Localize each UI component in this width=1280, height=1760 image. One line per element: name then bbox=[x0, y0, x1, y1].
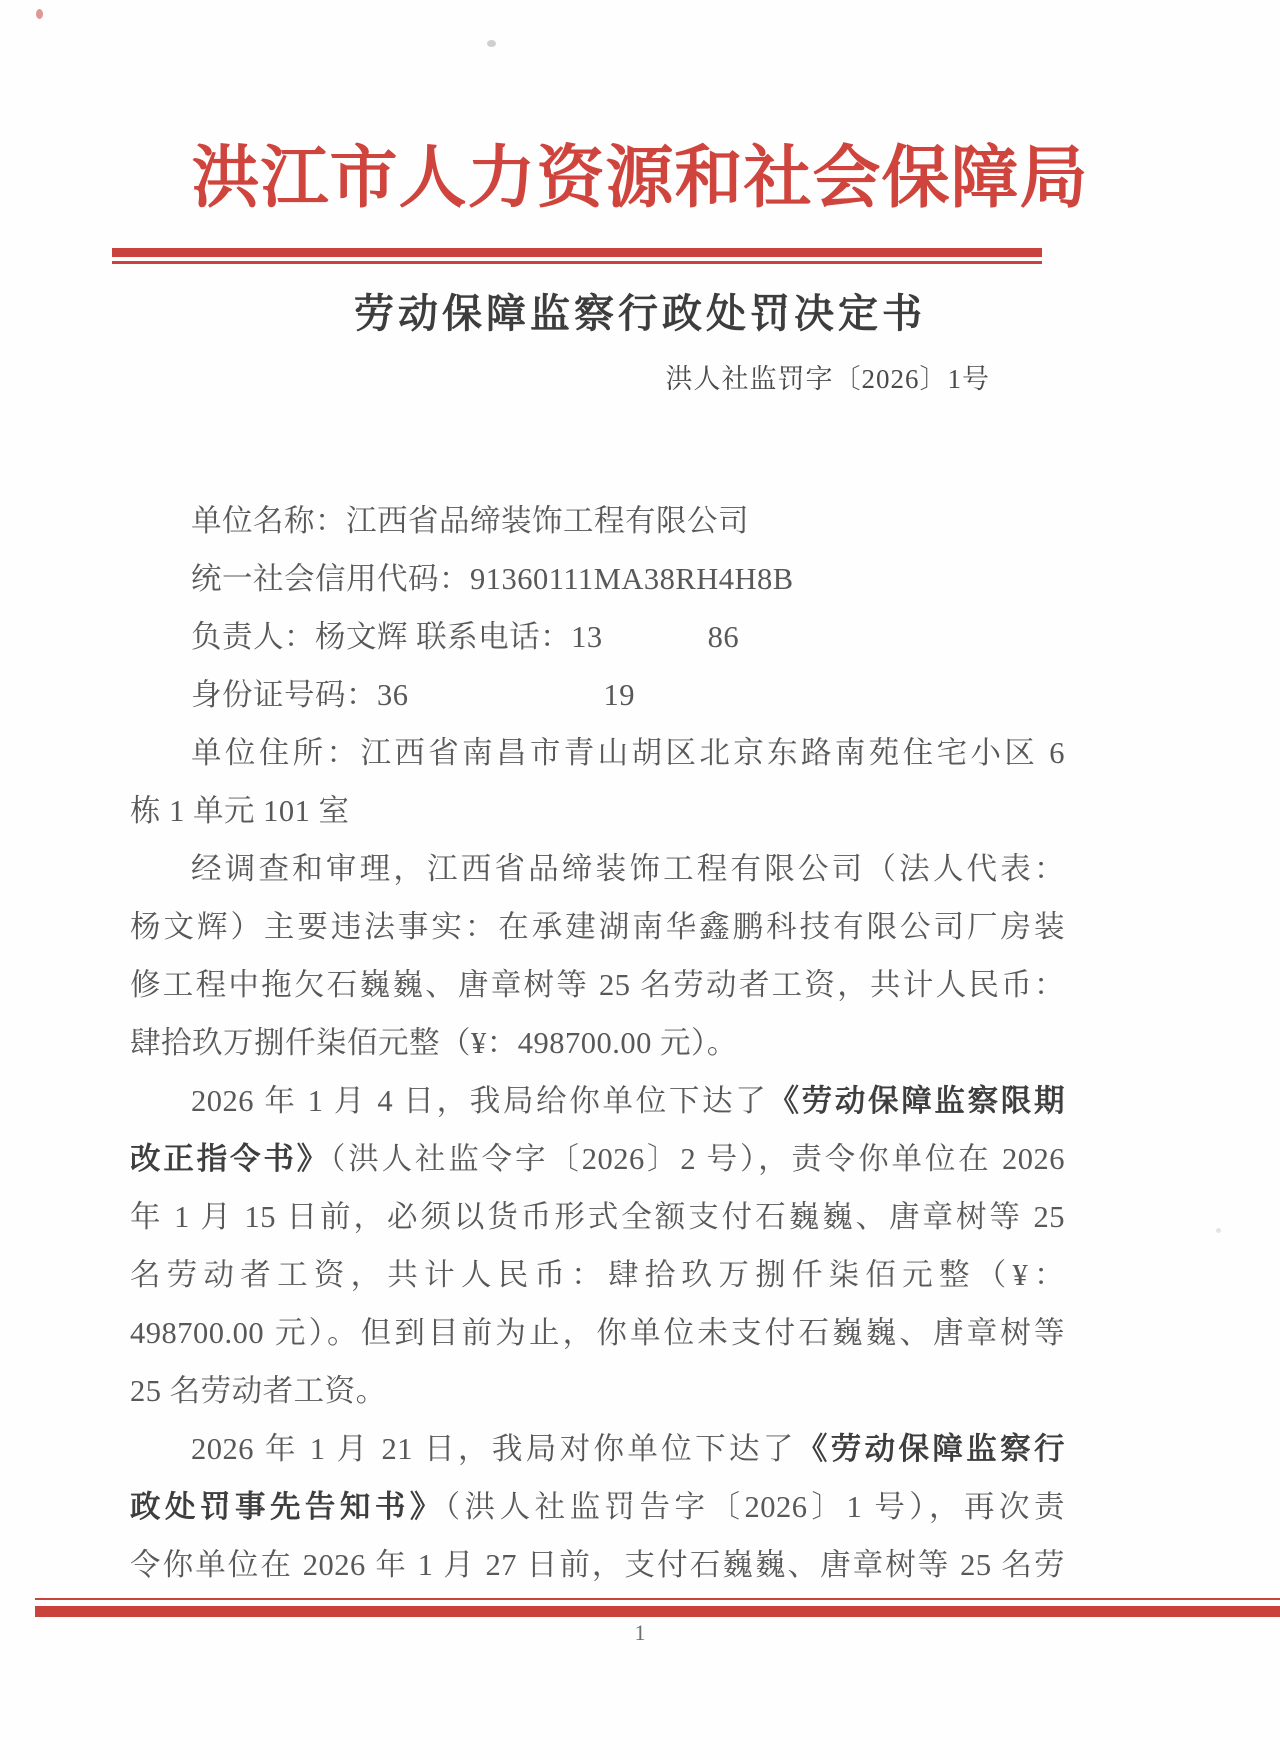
body-text-segment: （洪人社监罚告字〔2026〕1 号），再次责 bbox=[444, 1490, 1066, 1524]
footer-divider bbox=[35, 1598, 1280, 1617]
body-text-segment: 2026 年 1 月 21 日，我局对你单位下达了 bbox=[191, 1432, 797, 1466]
scan-artifact bbox=[36, 9, 43, 19]
body-line bbox=[130, 666, 1065, 724]
body-text-segment: 年 1 月 15 日前，必须以货币形式全额支付石巍巍、唐章树等 25 bbox=[130, 1200, 1065, 1234]
body-line bbox=[130, 1478, 1065, 1536]
body-line bbox=[130, 840, 1065, 898]
body-line bbox=[130, 1246, 1065, 1304]
footer-divider-thick-line bbox=[35, 1606, 1280, 1617]
body-line bbox=[130, 1420, 1065, 1478]
body-text-segment: （洪人社监令字〔2026〕2 号），责令你单位在 2026 bbox=[330, 1142, 1066, 1176]
document-title: 劳动保障监察行政处罚决定书 bbox=[354, 291, 926, 336]
document-reference-number: 洪人社监罚字〔2026〕1号 bbox=[665, 364, 990, 394]
document-body bbox=[130, 492, 1065, 1594]
body-line bbox=[130, 1130, 1065, 1188]
agency-letterhead-title: 洪江市人力资源和社会保障局 bbox=[191, 140, 1089, 216]
cited-document-title: 《劳动保障监察行 bbox=[796, 1432, 1066, 1466]
body-text-segment: 肆拾玖万捌仟柒佰元整（¥：498700.00 元）。 bbox=[130, 1026, 738, 1060]
scan-artifact bbox=[1216, 1228, 1221, 1233]
cited-document-title: 《劳动保障监察限期 bbox=[768, 1084, 1065, 1118]
cited-document-title: 改正指令书》 bbox=[130, 1142, 331, 1176]
body-text-segment: 25 名劳动者工资。 bbox=[130, 1374, 387, 1408]
body-line bbox=[130, 724, 1065, 782]
body-line bbox=[130, 1072, 1065, 1130]
footer-divider-thin-line bbox=[35, 1598, 1280, 1600]
body-text-segment: 修工程中拖欠石巍巍、唐章树等 25 名劳动者工资，共计人民币： bbox=[130, 968, 1065, 1002]
body-text-segment: 身份证号码：36 bbox=[191, 678, 409, 712]
body-text-segment: 令你单位在 2026 年 1 月 27 日前，支付石巍巍、唐章树等 25 名劳 bbox=[130, 1548, 1065, 1582]
body-text-segment: 杨文辉）主要违法事实：在承建湖南华鑫鹏科技有限公司厂房装 bbox=[130, 910, 1065, 944]
body-text-segment: 名劳动者工资，共计人民币：肆拾玖万捌仟柒佰元整（¥： bbox=[130, 1258, 1065, 1292]
body-text-segment: 栋 1 单元 101 室 bbox=[130, 794, 350, 828]
body-line bbox=[130, 550, 1065, 608]
body-text-segment: 19 bbox=[603, 678, 635, 712]
body-text-segment: 经调查和审理，江西省品缔装饰工程有限公司（法人代表： bbox=[191, 852, 1065, 886]
body-text-segment: 2026 年 1 月 4 日，我局给你单位下达了 bbox=[191, 1084, 769, 1118]
letterhead-divider bbox=[112, 248, 1042, 264]
page-number: 1 bbox=[634, 1620, 646, 1645]
body-text-segment: 单位住所：江西省南昌市青山胡区北京东路南苑住宅小区 6 bbox=[191, 736, 1065, 770]
body-line bbox=[130, 1014, 1065, 1072]
body-line bbox=[130, 1362, 1065, 1420]
body-line bbox=[130, 608, 1065, 666]
body-text-segment: 统一社会信用代码：91360111MA38RH4H8B bbox=[191, 562, 794, 596]
body-line bbox=[130, 956, 1065, 1014]
body-text-segment: 86 bbox=[707, 620, 740, 654]
cited-document-title: 政处罚事先告知书》 bbox=[130, 1490, 445, 1524]
body-line bbox=[130, 1536, 1065, 1594]
body-line bbox=[130, 1304, 1065, 1362]
body-text-segment: 负责人：杨文辉 联系电话：13 bbox=[191, 620, 603, 654]
body-line bbox=[130, 898, 1065, 956]
body-line bbox=[130, 1188, 1065, 1246]
body-text-segment: 单位名称：江西省品缔装饰工程有限公司 bbox=[191, 504, 749, 538]
letterhead-divider-thin-line bbox=[112, 261, 1042, 264]
body-text-segment: 498700.00 元）。但到目前为止，你单位未支付石巍巍、唐章树等 bbox=[130, 1316, 1065, 1350]
body-line bbox=[130, 492, 1065, 550]
scan-artifact bbox=[487, 40, 496, 47]
body-line bbox=[130, 782, 1065, 840]
letterhead-divider-thick-line bbox=[112, 248, 1042, 257]
